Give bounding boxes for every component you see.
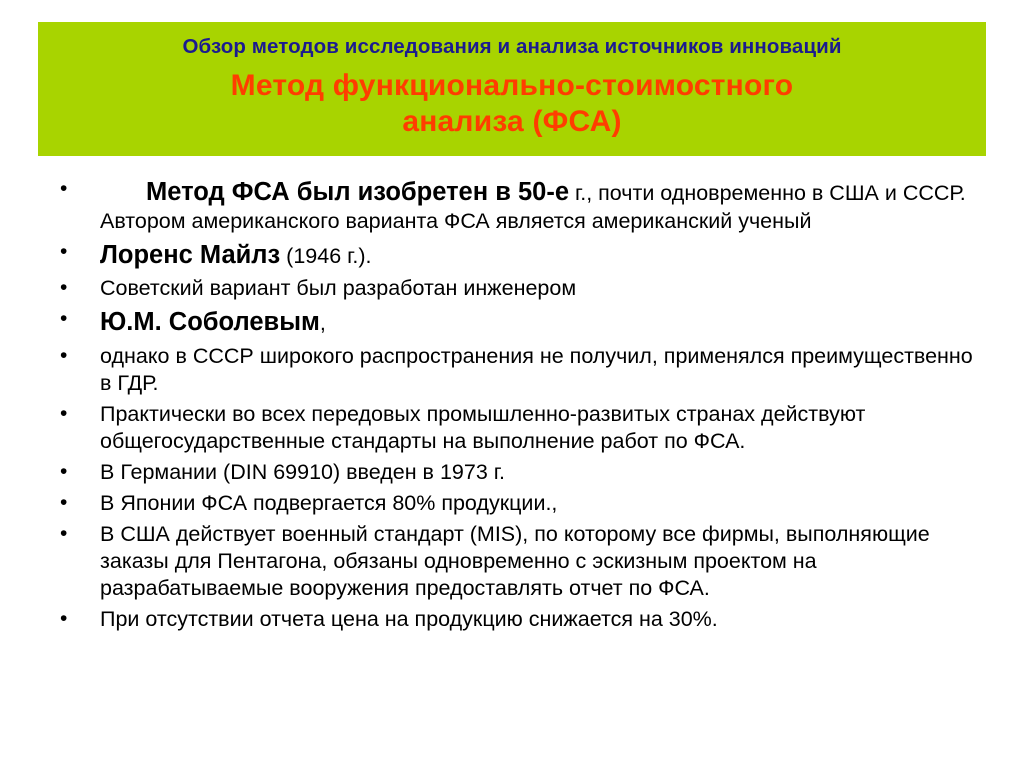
bullet-marker-icon: • bbox=[60, 490, 68, 514]
list-item-lead: Метод ФСА был изобретен в 50-е bbox=[146, 178, 570, 206]
slide-title-line-1: Метод функционально-стоимостного bbox=[230, 68, 794, 102]
list-item bbox=[38, 521, 990, 602]
bullet-marker-icon: • bbox=[60, 459, 68, 483]
list-item-text: г., почти одновременно в США и СССР. Автором американского варианта ФСА является американский ученый bbox=[100, 181, 966, 234]
list-item-text: Практически во всех передовых промышленно-развитых странах действуют общегосударственные стандарты на выполнение работ по ФСА. bbox=[100, 401, 866, 453]
list-item-lead: Лоренс Майлз bbox=[100, 241, 281, 270]
bullet-marker-icon: • bbox=[60, 240, 68, 264]
list-item bbox=[38, 343, 990, 397]
list-item bbox=[38, 176, 990, 235]
list-item-text: При отсутствии отчета цена на продукцию снижается на 30%. bbox=[100, 607, 718, 632]
bullet-marker-icon: • bbox=[60, 522, 68, 545]
list-item bbox=[38, 306, 990, 338]
list-item-text: В США действует военный стандарт (MIS), по которому все фирмы, выполняющие заказы для Пентагона, обязаны одновременно с эскизным проектом на разрабатываемые вооружения предоставлять отчет по ФСА. bbox=[100, 522, 930, 601]
bullet-marker-icon: • bbox=[60, 276, 68, 300]
bullet-marker-icon: • bbox=[60, 401, 68, 425]
list-item bbox=[38, 239, 990, 271]
slide-body bbox=[38, 176, 990, 637]
list-item bbox=[38, 401, 990, 455]
slide-subtitle: Обзор методов исследования и анализа источников инноваций bbox=[182, 35, 842, 58]
list-item bbox=[38, 459, 990, 486]
list-item-text: , bbox=[319, 311, 326, 336]
slide-title-line-2: анализа (ФСА) bbox=[402, 105, 622, 139]
list-item-text: В Германии (DIN 69910) введен в 1973 г. bbox=[100, 459, 505, 484]
bullet-marker-icon: • bbox=[60, 307, 68, 331]
list-item-text: Советский вариант был разработан инженером bbox=[100, 276, 577, 301]
list-item bbox=[38, 606, 990, 633]
bullet-list bbox=[38, 176, 990, 633]
list-item bbox=[38, 275, 990, 302]
list-item-text: однако в СССР широкого распространения не получил, применялся преимущественно в ГДР. bbox=[100, 343, 973, 395]
list-item-lead: Ю.М. Соболевым bbox=[100, 308, 320, 337]
list-item-text: (1946 г.). bbox=[280, 244, 372, 269]
bullet-marker-icon: • bbox=[60, 607, 68, 631]
list-item bbox=[38, 490, 990, 517]
list-item-text: В Японии ФСА подвергается 80% продукции., bbox=[100, 490, 558, 515]
title-banner bbox=[38, 22, 986, 156]
bullet-marker-icon: • bbox=[60, 343, 68, 367]
slide-title bbox=[38, 60, 986, 141]
bullet-marker-icon: • bbox=[60, 177, 68, 200]
